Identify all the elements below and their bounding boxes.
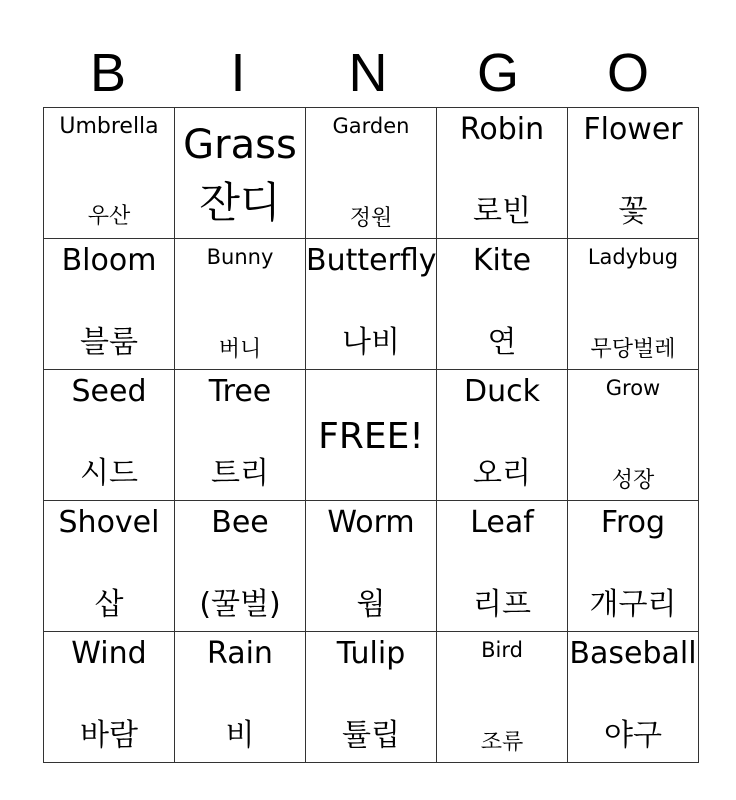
bingo-cell[interactable] (175, 632, 306, 763)
bingo-cell[interactable] (44, 239, 175, 370)
cell-english-word: Bee (211, 505, 269, 540)
cell-korean-word: 잔디 (199, 178, 281, 227)
cell-english-word: Bloom (61, 243, 157, 278)
bingo-cell[interactable] (306, 239, 437, 370)
header-letter-o: O (606, 43, 649, 103)
cell-english-word: Worm (327, 505, 415, 540)
cell-korean-word: 나비 (342, 325, 400, 360)
cell-korean-word: 웜 (356, 587, 386, 622)
cell-english-word: Grass (183, 122, 297, 168)
bingo-cell[interactable] (306, 632, 437, 763)
cell-korean-word: 성장 (611, 468, 655, 493)
cell-korean-word: 리프 (473, 587, 531, 622)
cell-english-word: Bird (481, 638, 523, 662)
cell-english-word: FREE! (318, 416, 424, 457)
bingo-card (43, 107, 699, 763)
bingo-cell[interactable] (437, 370, 568, 501)
cell-english-word: Baseball (569, 636, 697, 671)
bingo-cell[interactable] (568, 632, 699, 763)
bingo-cell[interactable] (437, 108, 568, 239)
cell-korean-word: 삽 (94, 587, 124, 622)
cell-english-word: Garden (332, 114, 410, 138)
bingo-cell[interactable] (44, 108, 175, 239)
cell-english-word: Butterfly (306, 243, 437, 278)
free-space-cell[interactable] (306, 370, 437, 501)
cell-english-word: Duck (464, 374, 540, 409)
cell-korean-word: 무당벌레 (590, 337, 676, 362)
cell-english-word: Shovel (58, 505, 160, 540)
bingo-cell[interactable] (437, 501, 568, 632)
bingo-cell[interactable] (568, 501, 699, 632)
cell-korean-word: 시드 (80, 456, 138, 491)
bingo-cell[interactable] (44, 632, 175, 763)
cell-korean-word: 우산 (87, 204, 131, 229)
cell-korean-word: 바람 (80, 718, 138, 753)
bingo-row (44, 370, 699, 501)
bingo-header (43, 38, 693, 108)
bingo-cell[interactable] (437, 632, 568, 763)
bingo-row (44, 239, 699, 370)
bingo-cell[interactable] (568, 239, 699, 370)
cell-english-word: Tree (208, 374, 272, 409)
bingo-cell[interactable] (175, 239, 306, 370)
cell-english-word: Robin (459, 112, 545, 147)
bingo-cell[interactable] (568, 108, 699, 239)
bingo-cell[interactable] (175, 501, 306, 632)
bingo-row (44, 501, 699, 632)
cell-korean-word: 로빈 (473, 194, 531, 229)
header-letter-b: B (89, 43, 127, 103)
cell-korean-word: 블룸 (80, 325, 138, 360)
bingo-cell[interactable] (437, 239, 568, 370)
bingo-row (44, 632, 699, 763)
cell-english-word: Kite (472, 243, 532, 278)
bingo-cell[interactable] (306, 501, 437, 632)
cell-english-word: Umbrella (59, 114, 159, 139)
cell-korean-word: 야구 (604, 718, 662, 753)
bingo-cell[interactable] (44, 370, 175, 501)
cell-english-word: Flower (583, 112, 683, 147)
cell-english-word: Leaf (470, 505, 534, 540)
cell-korean-word: 조류 (480, 730, 524, 755)
cell-english-word: Seed (71, 374, 147, 409)
cell-korean-word: 오리 (473, 456, 531, 491)
bingo-cell[interactable] (568, 370, 699, 501)
cell-english-word: Bunny (206, 245, 274, 269)
bingo-cell[interactable] (175, 370, 306, 501)
cell-english-word: Wind (71, 636, 147, 671)
cell-korean-word: 트리 (211, 456, 269, 491)
cell-korean-word: 버니 (218, 337, 262, 362)
bingo-cell[interactable] (44, 501, 175, 632)
cell-korean-word: 비 (225, 718, 255, 753)
bingo-cell[interactable] (175, 108, 306, 239)
header-letter-i: I (230, 43, 246, 103)
cell-korean-word: 정원 (349, 206, 393, 231)
cell-english-word: Tulip (336, 636, 406, 671)
cell-korean-word: 꽃 (618, 194, 648, 229)
cell-english-word: Ladybug (587, 245, 679, 269)
cell-english-word: Frog (600, 505, 666, 540)
cell-english-word: Rain (207, 636, 273, 671)
cell-korean-word: (꿀벌) (199, 587, 281, 622)
cell-korean-word: 연 (487, 325, 517, 360)
bingo-cell[interactable] (306, 108, 437, 239)
header-letter-g: G (476, 43, 519, 103)
header-letter-n: N (348, 43, 388, 103)
cell-english-word: Grow (605, 376, 661, 400)
cell-korean-word: 개구리 (589, 587, 677, 622)
cell-korean-word: 튤립 (342, 718, 400, 753)
bingo-row (44, 108, 699, 239)
